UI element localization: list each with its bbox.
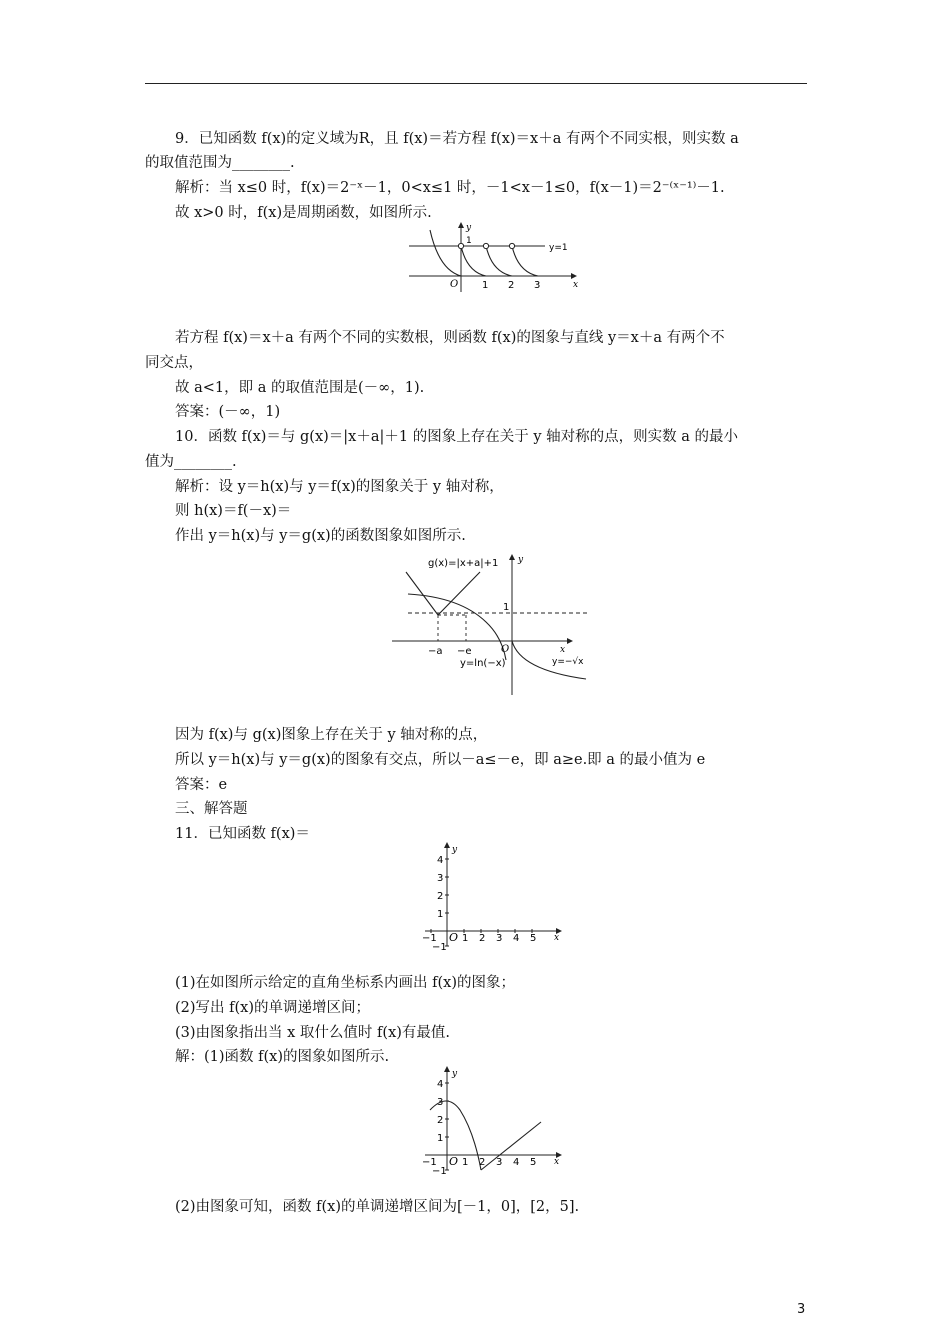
fig4-origin: O: [449, 1155, 459, 1168]
fig2-origin: O: [501, 644, 510, 655]
fig4-ytick-1: 1: [437, 1133, 444, 1144]
fig4-ytick-3: 3: [437, 1097, 444, 1108]
fig3-y-label: y: [452, 845, 458, 855]
fig3-ytick-2: 2: [437, 891, 444, 902]
fig3-xtick-5: 5: [530, 933, 537, 944]
header-rule: [145, 83, 807, 84]
page-number: 3: [797, 1302, 806, 1317]
q9-analysis-2: 故 x>0 时，f(x)是周期函数，如图所示.: [175, 205, 432, 221]
fig4-xtick-5: 5: [530, 1157, 537, 1168]
fig4-xtick-4: 4: [513, 1157, 520, 1168]
fig2-x-label: x: [560, 645, 566, 655]
q10-line-2: 值为________.: [145, 454, 237, 470]
fig4-xtick-3: 3: [496, 1157, 503, 1168]
q9-line-1: 9．已知函数 f(x)的定义域为R，且 f(x)＝若方程 f(x)＝x＋a 有两个不同实根，则实数 a: [175, 131, 739, 147]
fig3-ytick-3: 3: [437, 873, 444, 884]
fig4-x-label: x: [554, 1157, 560, 1167]
fig4-y-label: y: [452, 1069, 458, 1079]
fig3-origin: O: [449, 931, 459, 944]
fig3-ytick-1: 1: [437, 909, 444, 920]
fig1-y-label: y: [466, 223, 472, 233]
fig3-neg1-y: −1: [432, 942, 447, 953]
fig1-origin: O: [450, 279, 459, 290]
q10-analysis-4: 因为 f(x)与 g(x)图象上存在关于 y 轴对称的点，: [175, 727, 488, 743]
fig4-neg1-y: −1: [432, 1166, 447, 1177]
fig2-sqrt-label: y=−√x: [552, 657, 584, 667]
figure-function-graph: [420, 1066, 565, 1176]
fig2-g-label: g(x)=|x+a|+1: [428, 558, 499, 569]
fig3-xtick-1: 1: [462, 933, 469, 944]
q9-analysis-1: 解析：当 x≤0 时，f(x)＝2⁻ˣ－1，0<x≤1 时，－1<x－1≤0，f(x－1)＝2⁻⁽ˣ⁻¹⁾－1.: [175, 180, 725, 196]
fig1-tick-2: 2: [508, 280, 515, 291]
q11-solution-1: 解：(1)函数 f(x)的图象如图所示.: [175, 1049, 390, 1065]
fig1-tick-3: 3: [534, 280, 541, 291]
fig2-neg-e: −e: [457, 646, 472, 657]
fig4-ytick-2: 2: [437, 1115, 444, 1126]
figure-blank-axes: [420, 842, 565, 952]
figure-periodic-function: [405, 222, 580, 297]
fig3-xtick-4: 4: [513, 933, 520, 944]
fig2-y-label: y: [518, 555, 524, 565]
fig1-x-label: x: [573, 280, 579, 290]
fig2-ln-label: y=ln(−x): [460, 658, 506, 669]
q11-solution-2: (2)由图象可知，函数 f(x)的单调递增区间为[－1，0]，[2，5].: [175, 1199, 580, 1215]
q10-line-1: 10．函数 f(x)＝与 g(x)＝|x＋a|＋1 的图象上存在关于 y 轴对称的点，则实数 a 的最小: [175, 429, 738, 445]
q9-analysis-5: 故 a<1，即 a 的取值范围是(－∞，1).: [175, 380, 425, 396]
q11-line-1: 11．已知函数 f(x)＝: [175, 826, 310, 842]
section-heading: 三、解答题: [175, 801, 248, 817]
q11-part-1: (1)在如图所示给定的直角坐标系内画出 f(x)的图象；: [175, 975, 516, 991]
q11-part-3: (3)由图象指出当 x 取什么值时 f(x)有最值.: [175, 1025, 451, 1041]
fig4-xtick-1: 1: [462, 1157, 469, 1168]
fig4-ytick-4: 4: [437, 1079, 444, 1090]
q10-analysis-3: 作出 y＝h(x)与 y＝g(x)的函数图象如图所示.: [175, 528, 466, 544]
q9-answer: 答案：(－∞，1): [175, 404, 281, 420]
fig2-neg-a: −a: [428, 646, 443, 657]
fig3-xtick-2: 2: [479, 933, 486, 944]
q10-analysis-1: 解析：设 y＝h(x)与 y＝f(x)的图象关于 y 轴对称，: [175, 479, 504, 495]
fig3-neg1-x: −1: [422, 933, 437, 944]
fig1-tick-1: 1: [482, 280, 489, 291]
fig2-one: 1: [503, 602, 510, 613]
q10-analysis-2: 则 h(x)＝f(－x)＝: [175, 503, 292, 519]
q9-line-2: 的取值范围为________.: [145, 155, 295, 171]
q10-analysis-5: 所以 y＝h(x)与 y＝g(x)的图象有交点，所以－a≤－e，即 a≥e.即 a 的最小值为 e: [175, 752, 706, 768]
q10-answer: 答案：e: [175, 777, 228, 793]
fig4-xtick-2: 2: [479, 1157, 486, 1168]
q9-analysis-4: 同交点，: [145, 355, 203, 371]
q11-part-2: (2)写出 f(x)的单调递增区间；: [175, 1000, 371, 1016]
fig4-neg1-x: −1: [422, 1157, 437, 1168]
q9-analysis-3: 若方程 f(x)＝x＋a 有两个不同的实数根，则函数 f(x)的图象与直线 y＝x＋a 有两个不: [175, 330, 725, 346]
fig1-line-label: y=1: [549, 243, 568, 253]
fig3-ytick-4: 4: [437, 855, 444, 866]
figure-symmetry: [390, 552, 590, 697]
fig1-one: 1: [466, 236, 472, 246]
fig3-x-label: x: [554, 933, 560, 943]
fig3-xtick-3: 3: [496, 933, 503, 944]
